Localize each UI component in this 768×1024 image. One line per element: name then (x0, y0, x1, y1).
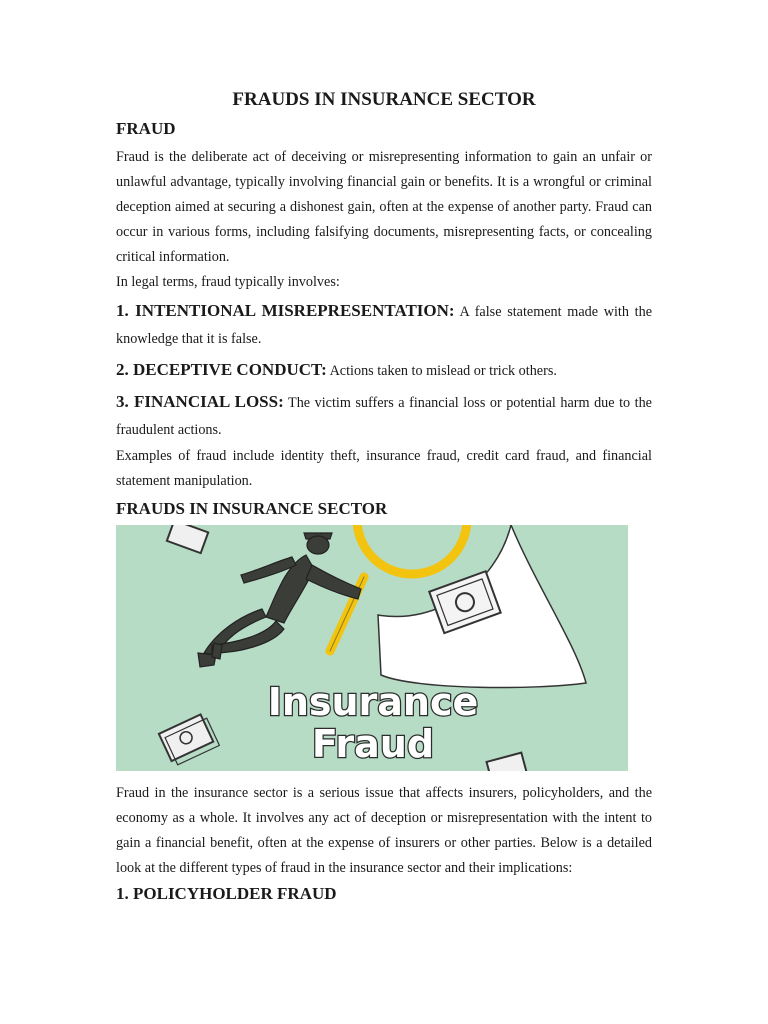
legal-terms-lead: In legal terms, fraud typically involves: (116, 274, 340, 290)
list-item-text: Actions taken to mislead or trick others. (329, 363, 557, 379)
illustration-title-line1: Insurance (267, 680, 479, 724)
illustration-title-line2: Fraud (311, 722, 435, 766)
list-item-text: The victim suffers a financial loss or potential harm due to the fraudulent actions. (116, 395, 652, 438)
document-page (116, 88, 652, 910)
page-title: FRAUDS IN INSURANCE SECTOR (232, 89, 536, 110)
sub-heading-policyholder-fraud: 1. POLICYHOLDER FRAUD (116, 884, 337, 903)
illustration-svg (116, 525, 628, 771)
list-item (116, 388, 652, 444)
list-item-key: 1. INTENTIONAL MISREPRESENTATION: (116, 301, 455, 320)
list-item-text: A false statement made with the knowledge that it is false. (116, 304, 653, 347)
list-item (116, 297, 652, 353)
list-item (116, 356, 652, 385)
list-item-key: 2. DECEPTIVE CONDUCT: (116, 360, 327, 379)
fraud-examples-paragraph: Examples of fraud include identity theft, insurance fraud, credit card fraud, and financial statement manipulation. (116, 448, 652, 489)
section-heading-fraud: FRAUD (116, 119, 176, 138)
list-item-key: 3. FINANCIAL LOSS: (116, 392, 284, 411)
insurance-fraud-paragraph: Fraud in the insurance sector is a serious issue that affects insurers, policyholders, and the economy as a whole. It involves any act of deception or misrepresentation with the intent to gain a financial benefit, often at the expense of insurers or other parties. Below is a detailed look at the different types of fraud in the insurance sector and their implications: (116, 785, 652, 876)
section-heading-insurance-fraud: FRAUDS IN INSURANCE SECTOR (116, 499, 388, 518)
insurance-fraud-illustration (116, 525, 628, 771)
fraud-definition-paragraph: Fraud is the deliberate act of deceiving or misrepresenting information to gain an unfair or unlawful advantage, typically involving financial gain or benefits. It is a wrongful or criminal deception aimed at securing a dishonest gain, often at the expense of another party. Fraud can occur in various forms, including falsifying documents, misrepresenting facts, or concealing critical information. (116, 149, 652, 265)
